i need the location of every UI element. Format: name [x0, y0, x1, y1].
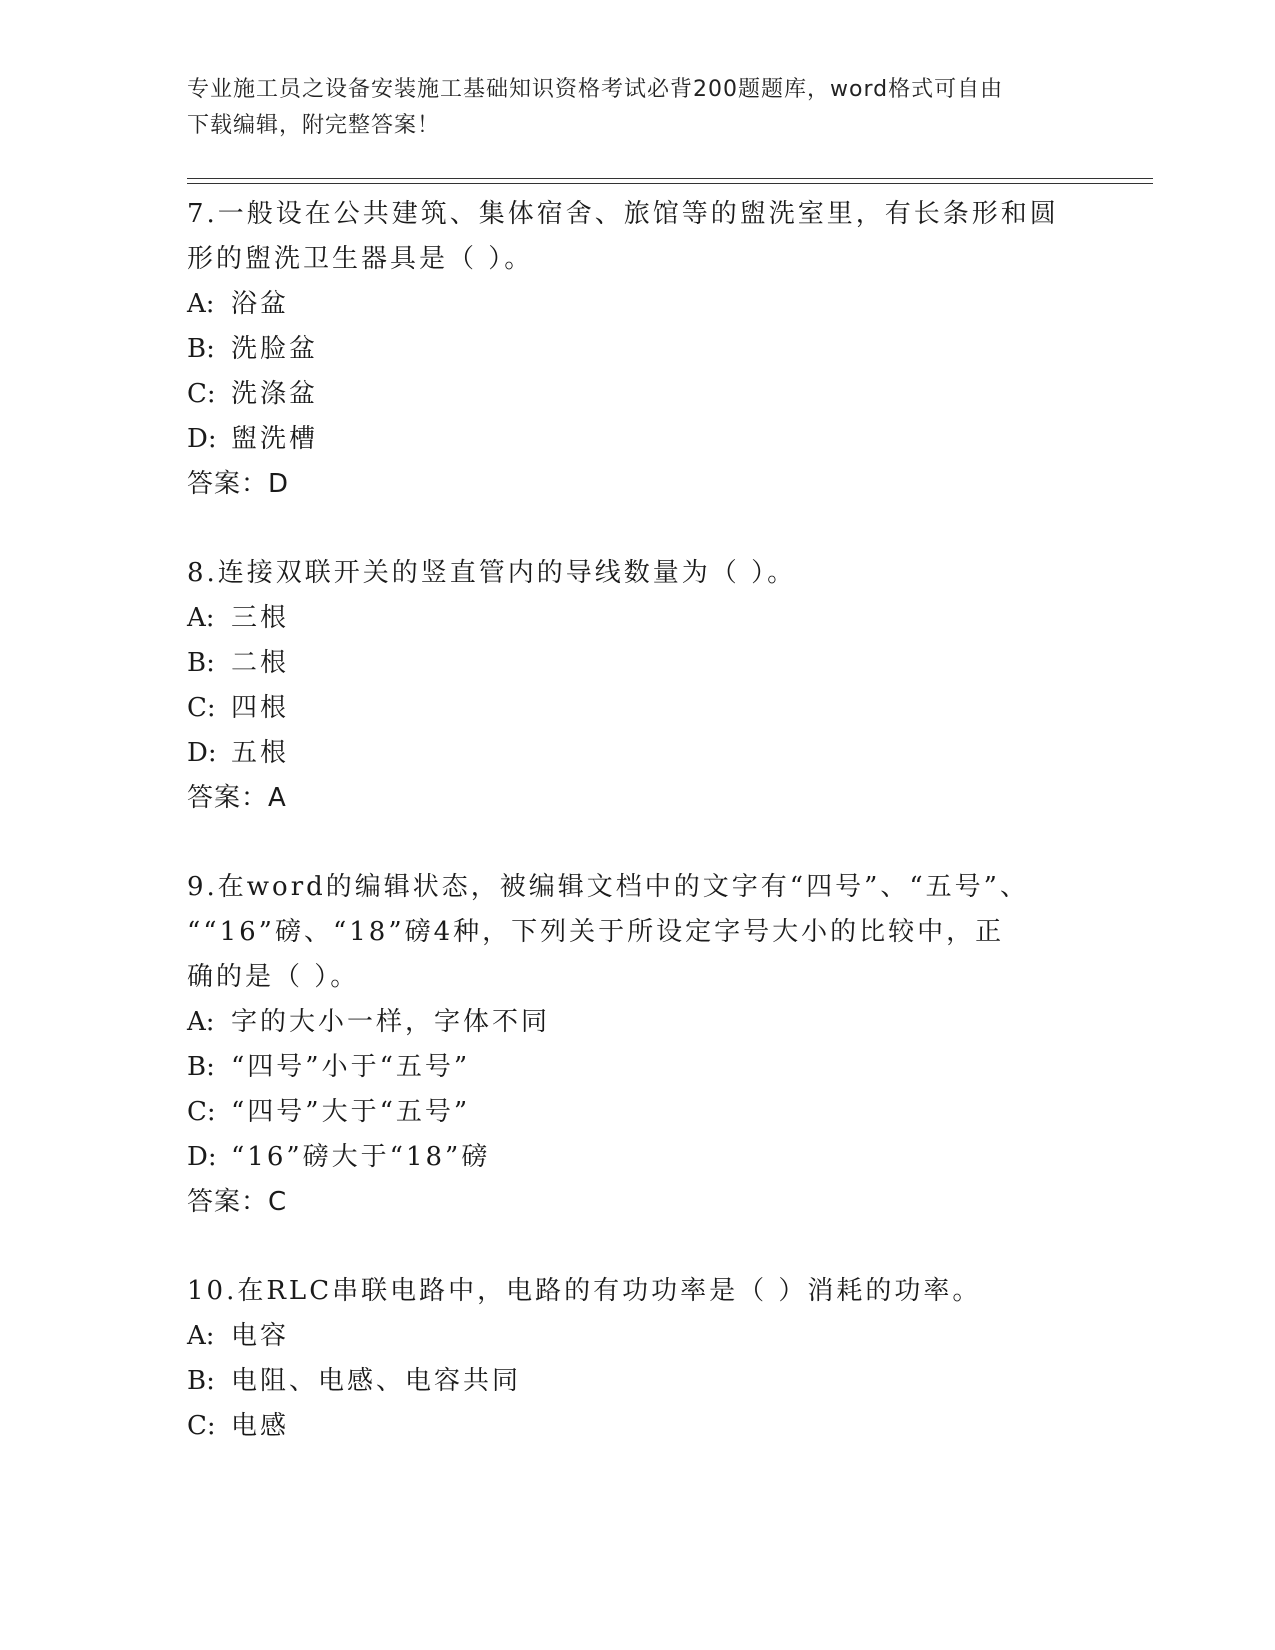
question-text-line: 形的盥洗卫生器具是（ ）。: [187, 244, 534, 274]
option-key: A:: [187, 1321, 215, 1351]
option-text: 盥洗槽: [231, 424, 319, 454]
option-key: A:: [187, 603, 215, 633]
option-key: C:: [187, 1097, 216, 1127]
question-8: [187, 551, 1067, 821]
option-text: 字的大小一样，字体不同: [231, 1007, 551, 1037]
option-text: 五根: [231, 738, 290, 768]
answer-line: 答案：A: [187, 783, 287, 813]
option-key: B:: [187, 1366, 215, 1396]
question-text-line: 7.一般设在公共建筑、集体宿舍、旅馆等的盥洗室里，有长条形和圆: [187, 199, 1059, 229]
answer-line: 答案：C: [187, 1187, 288, 1217]
option-a: [187, 1314, 1067, 1359]
option-a: [187, 282, 1067, 327]
question-text-line: 8.连接双联开关的竖直管内的导线数量为（ ）。: [187, 558, 797, 588]
header-line-1: 专业施工员之设备安装施工基础知识资格考试必背200题题库，word格式可自由: [187, 77, 1004, 102]
option-key: D:: [187, 424, 217, 454]
option-a: [187, 596, 1067, 641]
option-d: [187, 731, 1067, 776]
option-key: B:: [187, 334, 215, 364]
option-text: 二根: [231, 648, 290, 678]
question-text-line: 10.在RLC串联电路中，电路的有功功率是（ ）消耗的功率。: [187, 1276, 982, 1306]
option-key: C:: [187, 379, 216, 409]
option-text: 洗涤盆: [231, 379, 319, 409]
document-header: [187, 72, 1067, 144]
question-10: [187, 1269, 1067, 1449]
option-text: “四号”小于“五号”: [231, 1052, 471, 1082]
option-c: [187, 1404, 1067, 1449]
question-7: [187, 192, 1067, 507]
option-key: A:: [187, 1007, 215, 1037]
option-key: B:: [187, 1052, 215, 1082]
option-b: [187, 1045, 1067, 1090]
option-text: 电容: [231, 1321, 290, 1351]
option-key: D:: [187, 738, 217, 768]
header-divider-top: [187, 178, 1153, 179]
option-c: [187, 686, 1067, 731]
option-b: [187, 327, 1067, 372]
question-text-line: 确的是（ ）。: [187, 962, 360, 992]
option-text: 三根: [231, 603, 290, 633]
option-key: D:: [187, 1142, 217, 1172]
question-text-line: 9.在word的编辑状态，被编辑文档中的文字有“四号”、“五号”、: [187, 872, 1029, 902]
option-text: “16”磅大于“18”磅: [231, 1142, 491, 1172]
question-list: [187, 192, 1067, 1493]
option-key: C:: [187, 1411, 216, 1441]
question-9: [187, 865, 1067, 1225]
header-divider-bottom: [187, 183, 1153, 184]
option-key: A:: [187, 289, 215, 319]
option-b: [187, 1359, 1067, 1404]
option-b: [187, 641, 1067, 686]
option-text: 电阻、电感、电容共同: [231, 1366, 522, 1396]
option-c: [187, 1090, 1067, 1135]
option-key: B:: [187, 648, 215, 678]
header-line-2: 下载编辑，附完整答案！: [187, 113, 441, 138]
option-c: [187, 372, 1067, 417]
option-d: [187, 1135, 1067, 1180]
option-text: “四号”大于“五号”: [231, 1097, 471, 1127]
question-text-line: ““16”磅、“18”磅4种，下列关于所设定字号大小的比较中，正: [187, 917, 1005, 947]
option-key: C:: [187, 693, 216, 723]
answer-line: 答案：D: [187, 469, 290, 499]
option-text: 电感: [231, 1411, 290, 1441]
option-a: [187, 1000, 1067, 1045]
option-d: [187, 417, 1067, 462]
option-text: 洗脸盆: [231, 334, 319, 364]
option-text: 浴盆: [231, 289, 290, 319]
option-text: 四根: [231, 693, 290, 723]
